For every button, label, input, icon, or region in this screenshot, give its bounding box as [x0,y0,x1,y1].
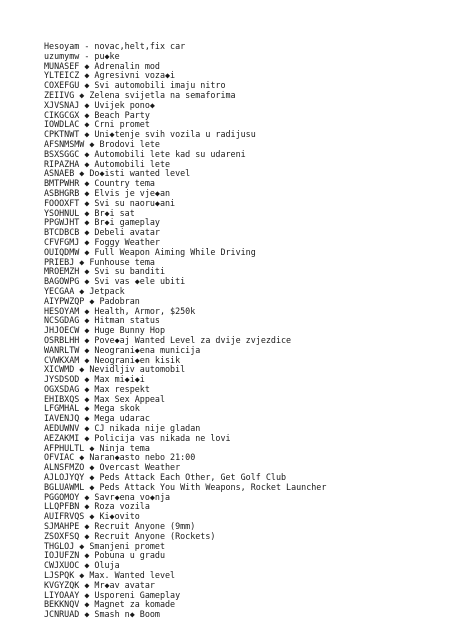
cheat-code-line: CWJXUOC ◆ Oluja [44,560,120,571]
cheat-code-line: CFVFGMJ ◆ Foggy Weather [44,236,160,247]
cheat-code-line: IAVENJQ ◆ Mega udarac [44,413,150,424]
cheat-code-line: ZEIIVG ◆ Zelena svijetla na semaforima [44,89,236,100]
cheat-code-line: CPKTNWT ◆ Uni◆tenje svih vozila u radijusu [44,129,256,140]
cheat-code-line: JCNRUAD ◆ Smash n◆ Boom [44,609,160,620]
cheat-code-line: XICWMD ◆ Nevidljiv automobil [44,364,186,375]
cheat-code-line: uzumymw - pu◆ke [44,50,120,61]
cheat-code-line: CIKGCGX ◆ Beach Party [44,109,150,120]
cheat-code-line: PRIEBJ ◆ Funhouse tema [44,256,155,267]
cheat-code-line: JHJOECW ◆ Huge Bunny Hop [44,325,166,336]
cheat-code-line: XJVSNAJ ◆ Uvijek pono◆ [44,99,155,110]
cheat-code-line: THGLOJ ◆ Smanjeni promet [44,540,166,551]
cheat-code-line: BAGOWPG ◆ Svi vas ◆ele ubiti [44,276,186,287]
cheat-code-line: AUIFRVQS ◆ Ki◆ovito [44,511,140,522]
cheat-code-line: OFVIAC ◆ Naran◆asto nebo 21:00 [44,452,196,463]
cheat-code-line: ASNAEB ◆ Do◆isti wanted level [44,168,191,179]
cheat-code-line: EHIBXQS ◆ Max Sex Appeal [44,393,166,404]
cheat-code-line: IOJUFZN ◆ Pobuna u gradu [44,550,166,561]
cheat-code-line: NCSGDAG ◆ Hitman status [44,315,160,326]
cheat-code-line: CVWKXAM ◆ Neograni◆en kisik [44,354,181,365]
cheat-code-line: MUNASEF ◆ Adrenalin mod [44,60,160,71]
cheat-code-line: AEZAKMI ◆ Policija vas nikada ne lovi [44,432,231,443]
cheat-code-line: Hesoyam - novac,helt,fix car [44,41,186,51]
cheat-code-line: AEDUWNV ◆ CJ nikada nije gladan [44,423,201,434]
cheat-code-line: BTCDBCB ◆ Debeli avatar [44,227,160,238]
cheat-code-line: BSXSGGC ◆ Automobili lete kad su udareni [44,148,246,159]
cheat-code-list [44,42,326,620]
cheat-code-line: WANRLTW ◆ Neograni◆ena municija [44,344,201,355]
cheat-code-line: BMTPWHR ◆ Country tema [44,178,155,189]
cheat-code-line: AFPHULTL ◆ Ninja tema [44,442,150,453]
cheat-code-line: JYSDSOD ◆ Max mi◆i◆i [44,374,145,385]
cheat-code-line: PGGOMOY ◆ Savr◆ena vo◆nja [44,491,171,502]
cheat-code-line: YECGAA ◆ Jetpack [44,285,125,296]
cheat-code-line: ASBHGRB ◆ Elvis je vje◆an [44,187,171,198]
cheat-code-line: RIPAZHA ◆ Automobili lete [44,158,171,169]
cheat-code-line: BEKKNQV ◆ Magnet za komade [44,599,176,610]
cheat-code-line: HESOYAM ◆ Health, Armor, $250k [44,305,196,316]
cheat-code-line: YLTEICZ ◆ Agresivni voza◆i [44,70,176,81]
cheat-code-line: AIYPWZQP ◆ Padobran [44,295,140,306]
cheat-code-line: SJMAHPE ◆ Recruit Anyone (9mm) [44,521,196,532]
cheat-code-line: LJSPQK ◆ Max. Wanted level [44,570,176,581]
cheat-code-line: BGLUAWML ◆ Peds Attack You With Weapons, Rocket Launcher [44,481,327,492]
cheat-code-line: COXEFGU ◆ Svi automobili imaju nitro [44,80,226,91]
cheat-code-line: IOWDLAC ◆ Crni promet [44,119,150,130]
cheat-code-line: LIYOAAY ◆ Usporeni Gameplay [44,589,181,600]
cheat-code-line: MROEMZH ◆ Svi su banditi [44,266,166,277]
cheat-code-line: LLQPFBN ◆ Roza vozila [44,501,150,512]
cheat-code-line: YSOHNUL ◆ Br◆i sat [44,207,135,218]
cheat-code-line: FOOOXFT ◆ Svi su naoru◆ani [44,197,176,208]
cheat-code-line: ALNSFMZO ◆ Overcast Weather [44,462,181,473]
cheat-code-line: LFGMHAL ◆ Mega skok [44,403,140,414]
cheat-code-line: OSRBLHH ◆ Pove◆aj Wanted Level za dvije zvjezdice [44,334,292,345]
cheat-code-line: PPGWJHT ◆ Br◆i gameplay [44,217,160,228]
cheat-code-line: ZSOXFSQ ◆ Recruit Anyone (Rockets) [44,530,216,541]
cheat-code-line: OUIQDMW ◆ Full Weapon Aiming While Driving [44,246,256,257]
cheat-code-line: AFSNMSMW ◆ Brodovi lete [44,138,160,149]
cheat-code-line: OGXSDAG ◆ Max respekt [44,383,150,394]
cheat-code-line: KVGYZQK ◆ Mr◆av avatar [44,579,155,590]
cheat-code-line: AJLOJYQY ◆ Peds Attack Each Other, Get Golf Club [44,472,287,483]
